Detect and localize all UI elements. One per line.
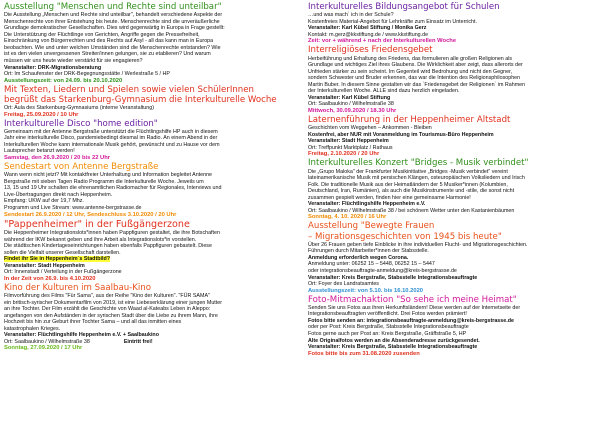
paragraph-line: Interkulturellen Woche kann internationale Musik gehört, gewünscht und zu Hause vor dem bbox=[4, 141, 220, 148]
paragraph-line: Kostenfreies Material-Angebot für Lehrkräfte zum Einsatz im Unterricht. bbox=[308, 18, 477, 25]
cost-label: Kostenfrei, aber NUR mit Voranmeldung im Tourismus-Büro Heppenheim bbox=[308, 131, 494, 138]
section-title-disco: Interkulturelle Disco "home edition" bbox=[4, 118, 158, 129]
right-column bbox=[308, 2, 602, 358]
event-date: Freitag, 25.09.2020 / 10 Uhr bbox=[4, 111, 79, 118]
stream-link[interactable]: Programm und Live Stream: www.antenne-bergstrasse.de bbox=[4, 204, 142, 211]
section-title-bewegte-frauen-2: – Migrationsgeschichten von 1945 bis heute" bbox=[308, 231, 502, 242]
paragraph-line: der Interkulturellen Woche. ALLE sind dazu herzlich eingeladen. bbox=[308, 88, 460, 95]
organizer-label: Veranstalter: Kreis Bergstraße, Stabsstelle Integrationsbeauftragte bbox=[308, 344, 478, 351]
paragraph-line: an ihre Tochter. Der Film erzählt die Geschichte von Waad al-Kateabs Leben in Aleppo: bbox=[4, 306, 211, 313]
event-date: Sonntag, 27.09.2020 / 17 Uhr bbox=[4, 345, 83, 352]
event-date: Sonntag, 4. 10. 2020 / 16 Uhr bbox=[308, 214, 387, 221]
paragraph-line: zusammen gespielt werden, finden hier eine gemeinsame Harmonie! bbox=[308, 194, 471, 201]
organizer-label: Veranstalter: Stadt Heppenheim bbox=[4, 262, 85, 269]
registration-email-link[interactable]: oder integrationsbeauftragte-anmeldung@kreis-bergstrasse.de bbox=[308, 267, 457, 274]
paragraph-line: Martin Buber. In diesem Sinne gestalten wir das `Friedensgebet der Religionen´ im Rahmen bbox=[308, 81, 526, 88]
paragraph-line: Die städtischen Kindertageseinrichtungen haben ebenfalls Pappfiguren gebastelt. Diese bbox=[4, 243, 212, 250]
location-label: Ort: Aula des Starkenburg-Gymnasiums (interne Veranstaltung) bbox=[4, 105, 154, 112]
paragraph-line: …und was mach´ ich in der Schule? bbox=[308, 12, 394, 19]
paragraph-line: Die Ausstellung „Menschen und Rechte sind unteilbar", behandelt verschiedene Aspekte der bbox=[4, 12, 223, 19]
paragraph-line: ist es den vielen unvergessenen Streiter/innen gelungen, sie zu etablieren? Und warum bbox=[4, 51, 211, 58]
location-label: Ort: Saalbaukino / Wilhelmstraße 38 bbox=[308, 101, 394, 108]
section-title-starkenburg-1: Mit Texten, Liedern und Spielen sowie vielen SchülerInnen bbox=[4, 84, 254, 95]
organizer-label: Veranstalter: DRK-Migrationsberatung bbox=[4, 64, 102, 71]
deadline-label: Fotos bitte bis zum 31.08.2020 zusenden bbox=[308, 350, 420, 357]
paragraph-line: Folk. Die traditionelle Musik aus der Heimatländern der 5 Musiker*innen (Kolumbien, bbox=[308, 181, 508, 188]
location-label: Ort: Saalbaukino / Wilhelmstraße 38 bbox=[4, 338, 90, 345]
paragraph-line: angefangen von den Aufständen in der syrischen Stadt über die Liebe zu ihrem Mann, ihre bbox=[4, 312, 218, 319]
event-date: Samstag, den 26.9.2020 / 20 bis 22 Uhr bbox=[4, 155, 111, 162]
paragraph-line: Wann wenn nicht jetzt? Mit kontaktfreier Unterhaltung und Information begleitet Antenne bbox=[4, 172, 213, 179]
entry-free-label: Eintritt frei! bbox=[123, 338, 153, 345]
paragraph-line: Geschichten vom Weggehen – Ankommen - Bleiben bbox=[308, 125, 432, 132]
organizer-label: Veranstalter: Stadt Heppenheim bbox=[308, 138, 389, 145]
event-time: Zeit: vor + während + nach der Interkulturellen Woche bbox=[308, 38, 457, 45]
paragraph-line: ein britisch-syrischer Dokumentarfilm von 2019, ist eine Liebeserklärung einer jungen Mutter bbox=[4, 299, 223, 306]
paragraph-line: Grundlage demokratischer Gesellschaften. Dies wird gegenwärtig in Europa in Frage gestellt: bbox=[4, 25, 225, 32]
paragraph-line: lateinamerikanische Musik mit persischen Klängen, osteuropäischen Volksliedern und Irisch bbox=[308, 175, 525, 182]
section-title-bildungsangebot: Interkulturelles Bildungsangebot für Schulen bbox=[308, 2, 500, 12]
paragraph-line: Führungen durch Mitarbeiter*innen der Stabsstelle. bbox=[308, 248, 429, 255]
paragraph-line: Einschränkung von Bürgerrechten und des Rechts auf Asyl - all das kann man in Europa bbox=[4, 38, 214, 45]
event-date: Freitag, 2.10.2020 / 20 Uhr bbox=[308, 151, 380, 158]
section-title-laternenfuehrung: Laternenführung in der Heppenheimer Altstadt bbox=[308, 114, 511, 125]
location-label: Ort: Treffpunkt Marktplatz / Rathaus bbox=[308, 144, 393, 151]
highlight-question-text: Findet ihr Sie in Heppenheim´s Stadtbild? bbox=[4, 256, 110, 263]
paragraph-line: Jahr eine interkulturelle Disco, pandemiebedingt diesmal im Radio. An einem Abend in der bbox=[4, 135, 218, 142]
post-line: oder per Post: Kreis Bergstraße, Stabsstelle Integrationsbeauftragte bbox=[308, 324, 469, 331]
location-label: Ort: Im Schaufenster der DRK-Begegnungsstätte / Werlestraße 5 / HP bbox=[4, 71, 170, 78]
organizer-label: Veranstalter: Flüchtlingshilfe Heppenheim e.V. + Saalbaukino bbox=[4, 332, 159, 339]
paragraph-line: müssen wir uns heute wieder verstärkt für sie engagieren? bbox=[4, 58, 143, 65]
paragraph-line: Menschenrechte von ihrer Entstehung bis heute. Menschenrechte sind die unveräußerliche bbox=[4, 18, 220, 25]
section-title-sendestart: Sendestart von Antenne Bergstraße bbox=[4, 162, 159, 173]
event-date: Mittwoch, 30.09.2020 / 18.30 Uhr bbox=[308, 107, 397, 114]
section-title-friedensgebet: Interreligiöses Friedensgebet bbox=[308, 45, 433, 56]
left-column bbox=[4, 2, 298, 352]
event-date: In der Zeit von 26.9. bis 4.10.2020 bbox=[4, 275, 96, 282]
post-line: Fotos gerne auch per Post an: Kreis Bergstraße, Gräffstraße 5, HP bbox=[308, 331, 467, 338]
organizer-label: Veranstalter: Kreis Bergstraße, Stabsstelle Integrationsbeauftragte bbox=[308, 274, 478, 281]
section-title-kino: Kino der Kulturen im Saalbau-Kino bbox=[4, 282, 151, 293]
section-title-starkenburg-2: begrüßt das Starkenburg-Gymnasium die Interkulturelle Woche bbox=[4, 94, 277, 105]
paragraph-line: sollen die Vielfalt unserer Gesellschaft darstellen. bbox=[4, 249, 121, 256]
paragraph-line: während der IKW bekannt geben und ihre Arbeit als Integrationslots*in vorstellen. bbox=[4, 236, 197, 243]
paragraph-line: Über 26 Frauen geben tiefe Einblicke in ihre individuellen Flucht- und Migrationsgeschichten. bbox=[308, 241, 528, 248]
paragraph-line: Bergstraße mit sieben Tagen Radio Programm die Interkulturelle Woche. Jeweils um bbox=[4, 178, 204, 185]
location-label: Ort: Innenstadt / Verteilung in der Fußgängerzone bbox=[4, 269, 122, 276]
paragraph-line: Deutschland, Iran, Rumänien), als auch die Musikinstrumente und -stile, die sonst nicht bbox=[308, 188, 515, 195]
paragraph-line: Integrationsbeauftragten veröffentlicht. Drei Fotos werden prämiert! bbox=[308, 311, 467, 318]
organizer-label: Veranstalter: Karl Kübel Stiftung / Monika Gerz bbox=[308, 25, 427, 32]
contact-link[interactable]: Kontakt: m.gerz@kkstiftung.de / www.kkstiftung.de bbox=[308, 31, 429, 38]
organizer-label: Veranstalter: Flüchtlingshilfe Heppenheim e.V. bbox=[308, 201, 426, 208]
original-photos-note: Alte Originalfotos werden an die Absenderadresse zurückgesendet. bbox=[308, 337, 480, 344]
location-label: Ort: Foyer des Landratsamtes bbox=[308, 281, 379, 288]
paragraph-line: 13, 15 und 19 Uhr schalten die ehrenamtlichen Radiomacher für Regionales, Interviews und bbox=[4, 185, 222, 192]
paragraph-line: Unfrieden stärker zu sein scheint. Im Gegenteil wird Bedrohung und nicht den Gegner, bbox=[308, 68, 513, 75]
section-title-konzert: Interkulturelles Konzert "Bridges - Musik verbindet" bbox=[308, 158, 529, 169]
paragraph-line: katastrophalen Krieges. bbox=[4, 325, 61, 332]
period-label: Ausstellungszeit: von 24.09. bis 20.10.2020 bbox=[4, 77, 123, 84]
paragraph-line: Herbeiführung und Erhaltung des Friedens, das formulieren alle großen Religionen als bbox=[308, 55, 513, 62]
registration-line: Anmeldung unter: 06252 15 – 5448, 06252 15 – 5447 bbox=[308, 261, 435, 268]
section-title-menschenrechte: Ausstellung "Menschen und Rechte sind unteilbar" bbox=[4, 2, 222, 12]
paragraph-line: Grundlage und wichtiges Ziel ihres Glaubens. Die Wirklichkeit aber zeigt, dass allerorts der bbox=[308, 62, 523, 69]
paragraph-line: Die Unterstützung der Flüchtlinge von Gerichten, Angriffe gegen die Pressefreiheit, bbox=[4, 31, 200, 38]
paragraph-line: Hochzeit bis hin zur Geburt ihrer Tochter Sama – und all das inmitten eines bbox=[4, 319, 182, 326]
paragraph-line: Empfang: UKW auf der 19,7 Mhz. bbox=[4, 198, 84, 205]
paragraph-line: beobachten. Wie und unter welchen Umständen sind die Menschenrechte entstanden? Wie bbox=[4, 44, 221, 51]
paragraph-line: sondern Schwester und Bruder erkennen, das war die Intention des Religionsphilosophen bbox=[308, 75, 521, 82]
section-title-pappenheimer: "Pappenheimer" in der Fußgängerzone bbox=[4, 218, 190, 230]
period-label: Ausstellungszeit: von 5.10. bis 16.10.2020 bbox=[308, 287, 424, 294]
organizer-label: Veranstalter: Karl Kübel Stiftung bbox=[308, 94, 391, 101]
section-title-bewegte-frauen-1: Ausstellung "Bewegte Frauen bbox=[308, 221, 435, 232]
paragraph-line: Senden Sie uns Fotos aus ihren Herkunftsländern! Diese werden auf der Internetseite der bbox=[308, 304, 521, 311]
paragraph-line: Filmvorführung des Films "Für Sama", aus der Reihe "Kino der Kulturen". "FÜR SAMA" bbox=[4, 293, 210, 300]
paragraph-line: Lautsprecher betanzt werden! bbox=[4, 148, 75, 155]
paragraph-line: Live-Übertragungen direkt nach Heppenheim. bbox=[4, 191, 113, 198]
section-title-foto-aktion: Foto-Mitmachaktion "So sehe ich meine Heimat" bbox=[308, 294, 517, 305]
send-email-link[interactable]: Fotos bitte senden an: integrationsbeauftragte-anmeldung@kreis-bergstrasse.de bbox=[308, 317, 514, 324]
paragraph-line: Die „Grupo Maloka" der Frankfurter Musikinitiative „Bridges -Musik verbindet" vereint bbox=[308, 168, 508, 175]
paragraph-line: Gemeinsam mit der Antenne Bergstraße unterstützt die Flüchtlingshilfe HP auch in diesem bbox=[4, 128, 218, 135]
location-label: Ort: Saalbaukino / Wilhelmstraße 38 / bei schönem Wetter unter den Kastanienbäumen bbox=[308, 207, 515, 214]
paragraph-line: Die Heppenheimer Integrationslots*innen haben Pappfiguren gestaltet, die ihre Botschaften bbox=[4, 230, 220, 236]
registration-note: Anmeldung erforderlich wegen Corona. bbox=[308, 254, 409, 261]
event-date: Sendestart 26.9.2020 / 12 Uhr, Sendeschluss 3.10.2020 / 20 Uhr bbox=[4, 211, 177, 218]
